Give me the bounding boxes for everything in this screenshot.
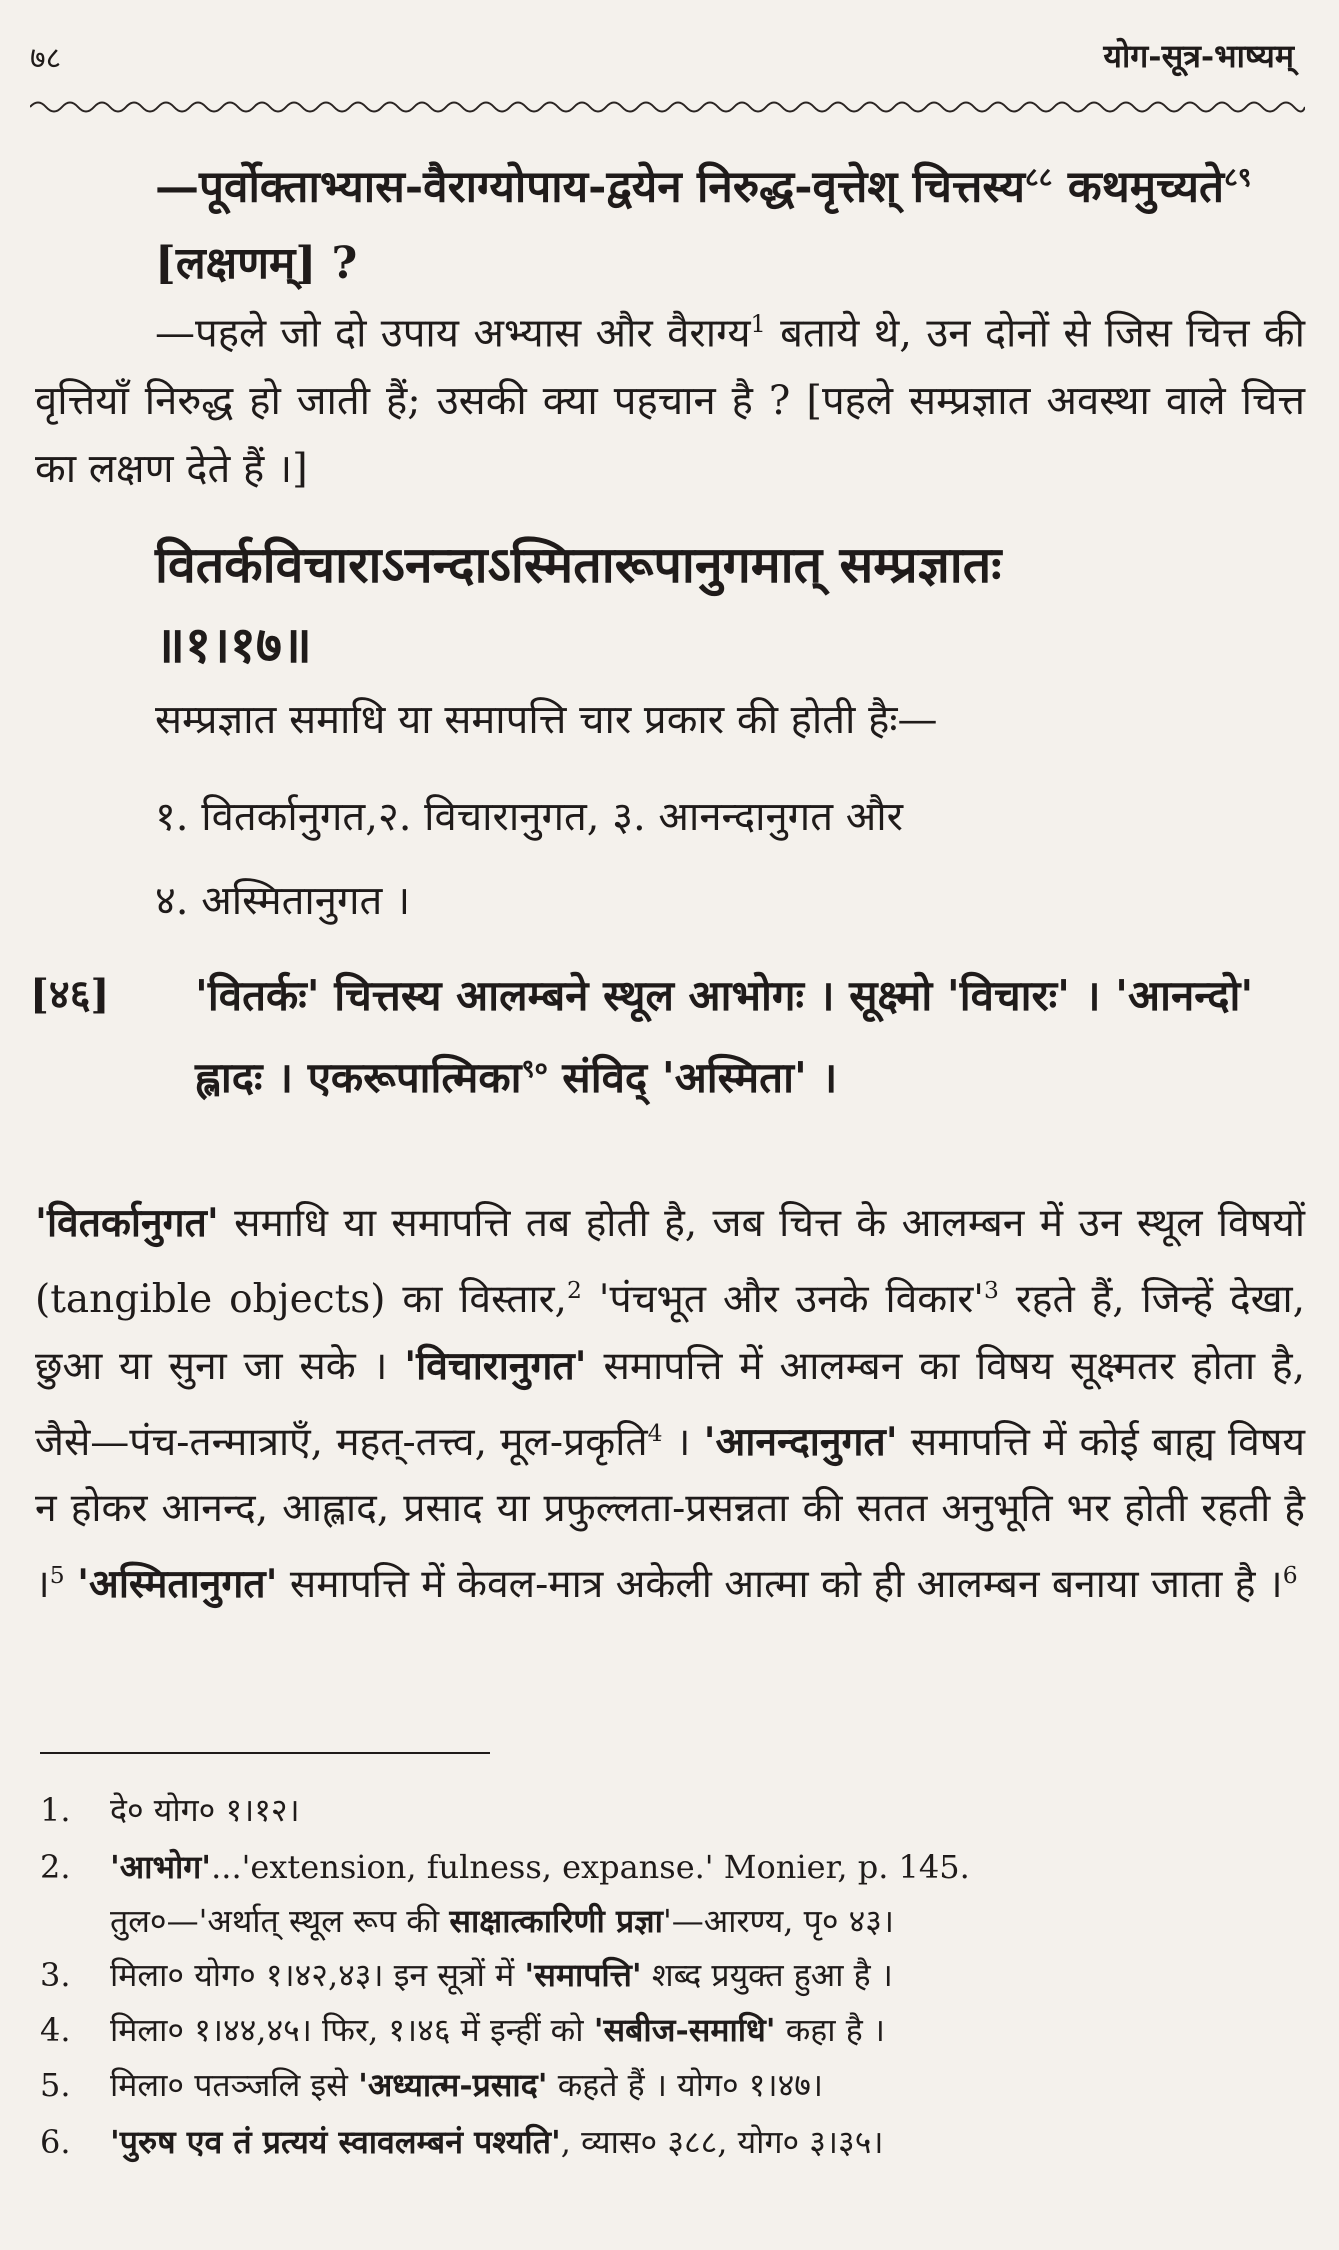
footnote-2: 2. 'आभोग'...'extension, fulness, expanse.' Monier, p. 145. xyxy=(40,1848,970,1886)
footnote-2-continuation: तुल०—'अर्थात् स्थूल रूप की साक्षात्कारिणी प्रज्ञा'—आरण्य, पृ० ४३। xyxy=(110,1902,895,1940)
footnote-separator xyxy=(40,1752,490,1754)
decorative-wavy-rule xyxy=(30,96,1305,118)
sutra-text xyxy=(155,525,1305,685)
page-number: ७८ xyxy=(30,41,62,76)
types-line: १. वितर्कानुगत,२. विचारानुगत, ३. आनन्दानुगत और xyxy=(155,794,903,840)
explanation-paragraph: 'वितर्कानुगत' समाधि या समापत्ति तब होती है, जब चित्त के आलम्बन में उन स्थूल विषयों (tangible objects) का विस्तार,$^2$ 'पंचभूत और उनके $विकार'^3$ रहते हैं, जिन्हें देखा, छुआ या सुना जा सके । 'विचारानुगत' समापत्ति में आलम्बन का विषय सूक्ष्मतर होता है, जैसे—पंच-तन्मात्राएँ, महत्-तत्त्व, मूल-प्रकृति$^4$ । 'आनन्दानुगत' समापत्ति में कोई बाह्य विषय न होकर आनन्द, आह्लाद, प्रसाद या प्रफुल्लता-प्रसन्नता की सतत अनुभूति भर होती रहती है ।$^5$ 'अस्मितानुगत' समापत्ति में केवल-मात्र अकेली आत्मा को ही आलम्बन बनाया जाता है ।$^6$ xyxy=(35,1200,1306,1607)
footnote-3: 3. मिला० योग० १।४२,४३। इन सूत्रों में 'समापत्ति' शब्द प्रयुक्त हुआ है । xyxy=(40,1956,893,1994)
footnote-4: 4. मिला० १।४४,४५। फिर, १।४६ में इन्हीं को 'सबीज-समाधि' कहा है । xyxy=(40,2011,886,2049)
running-title: योग-सूत्र-भाष्यम् xyxy=(1103,37,1294,75)
footnote-5: 5. मिला० पतञ्जलि इसे 'अध्यात्म-प्रसाद' कहते हैं । योग० १।४७। xyxy=(40,2066,823,2104)
bhashya-label: [४६] xyxy=(30,971,110,1018)
hindi-question-translation: —पहले जो दो उपाय अभ्यास और वैराग्य$^1$ बताये थे, उन दोनों से जिस चित्त की वृत्तियाँ निरुद्ध हो जाती हैं; उसकी क्या पहचान है ? [पहले सम्प्रज्ञात अवस्था वाले चित्त का लक्षण देते हैं ।] xyxy=(35,310,1305,493)
footnote-1: 1. दे० योग० १।१२। xyxy=(40,1791,300,1829)
bhashya-question: —पूर्वोक्ताभ्यास-वैराग्योपाय-द्वयेन निरुद्ध-वृत्तेश् चित्तस्य$^{८८}$ कथमुच्यते$^{८९}$ [लक्षणम्] ? xyxy=(155,161,1252,289)
sutra-line: वितर्कविचाराऽनन्दाऽस्मितारूपानुगमात् सम्प्रज्ञातः xyxy=(155,535,1002,594)
samadhi-types-list xyxy=(155,775,1305,943)
samprajnata-intro: सम्प्रज्ञात समाधि या समापत्ति चार प्रकार की होती हैः— xyxy=(155,697,938,743)
types-line: ४. अस्मितानुगत । xyxy=(155,878,411,924)
bhashya-text: 'वितर्कः' चित्तस्य आलम्बने स्थूल आभोगः । सूक्ष्मो 'विचारः' । 'आनन्दो' ह्लादः । एकरूपात्मिका$^{९०}$ संविद् 'अस्मिता' । xyxy=(195,971,1254,1102)
sutra-number: ॥१।१७॥ xyxy=(155,615,312,674)
footnote-6: 6. 'पुरुष एव तं प्रत्ययं स्वावलम्बनं पश्यति', व्यास० ३८८, योग० ३।३५। xyxy=(40,2123,884,2161)
